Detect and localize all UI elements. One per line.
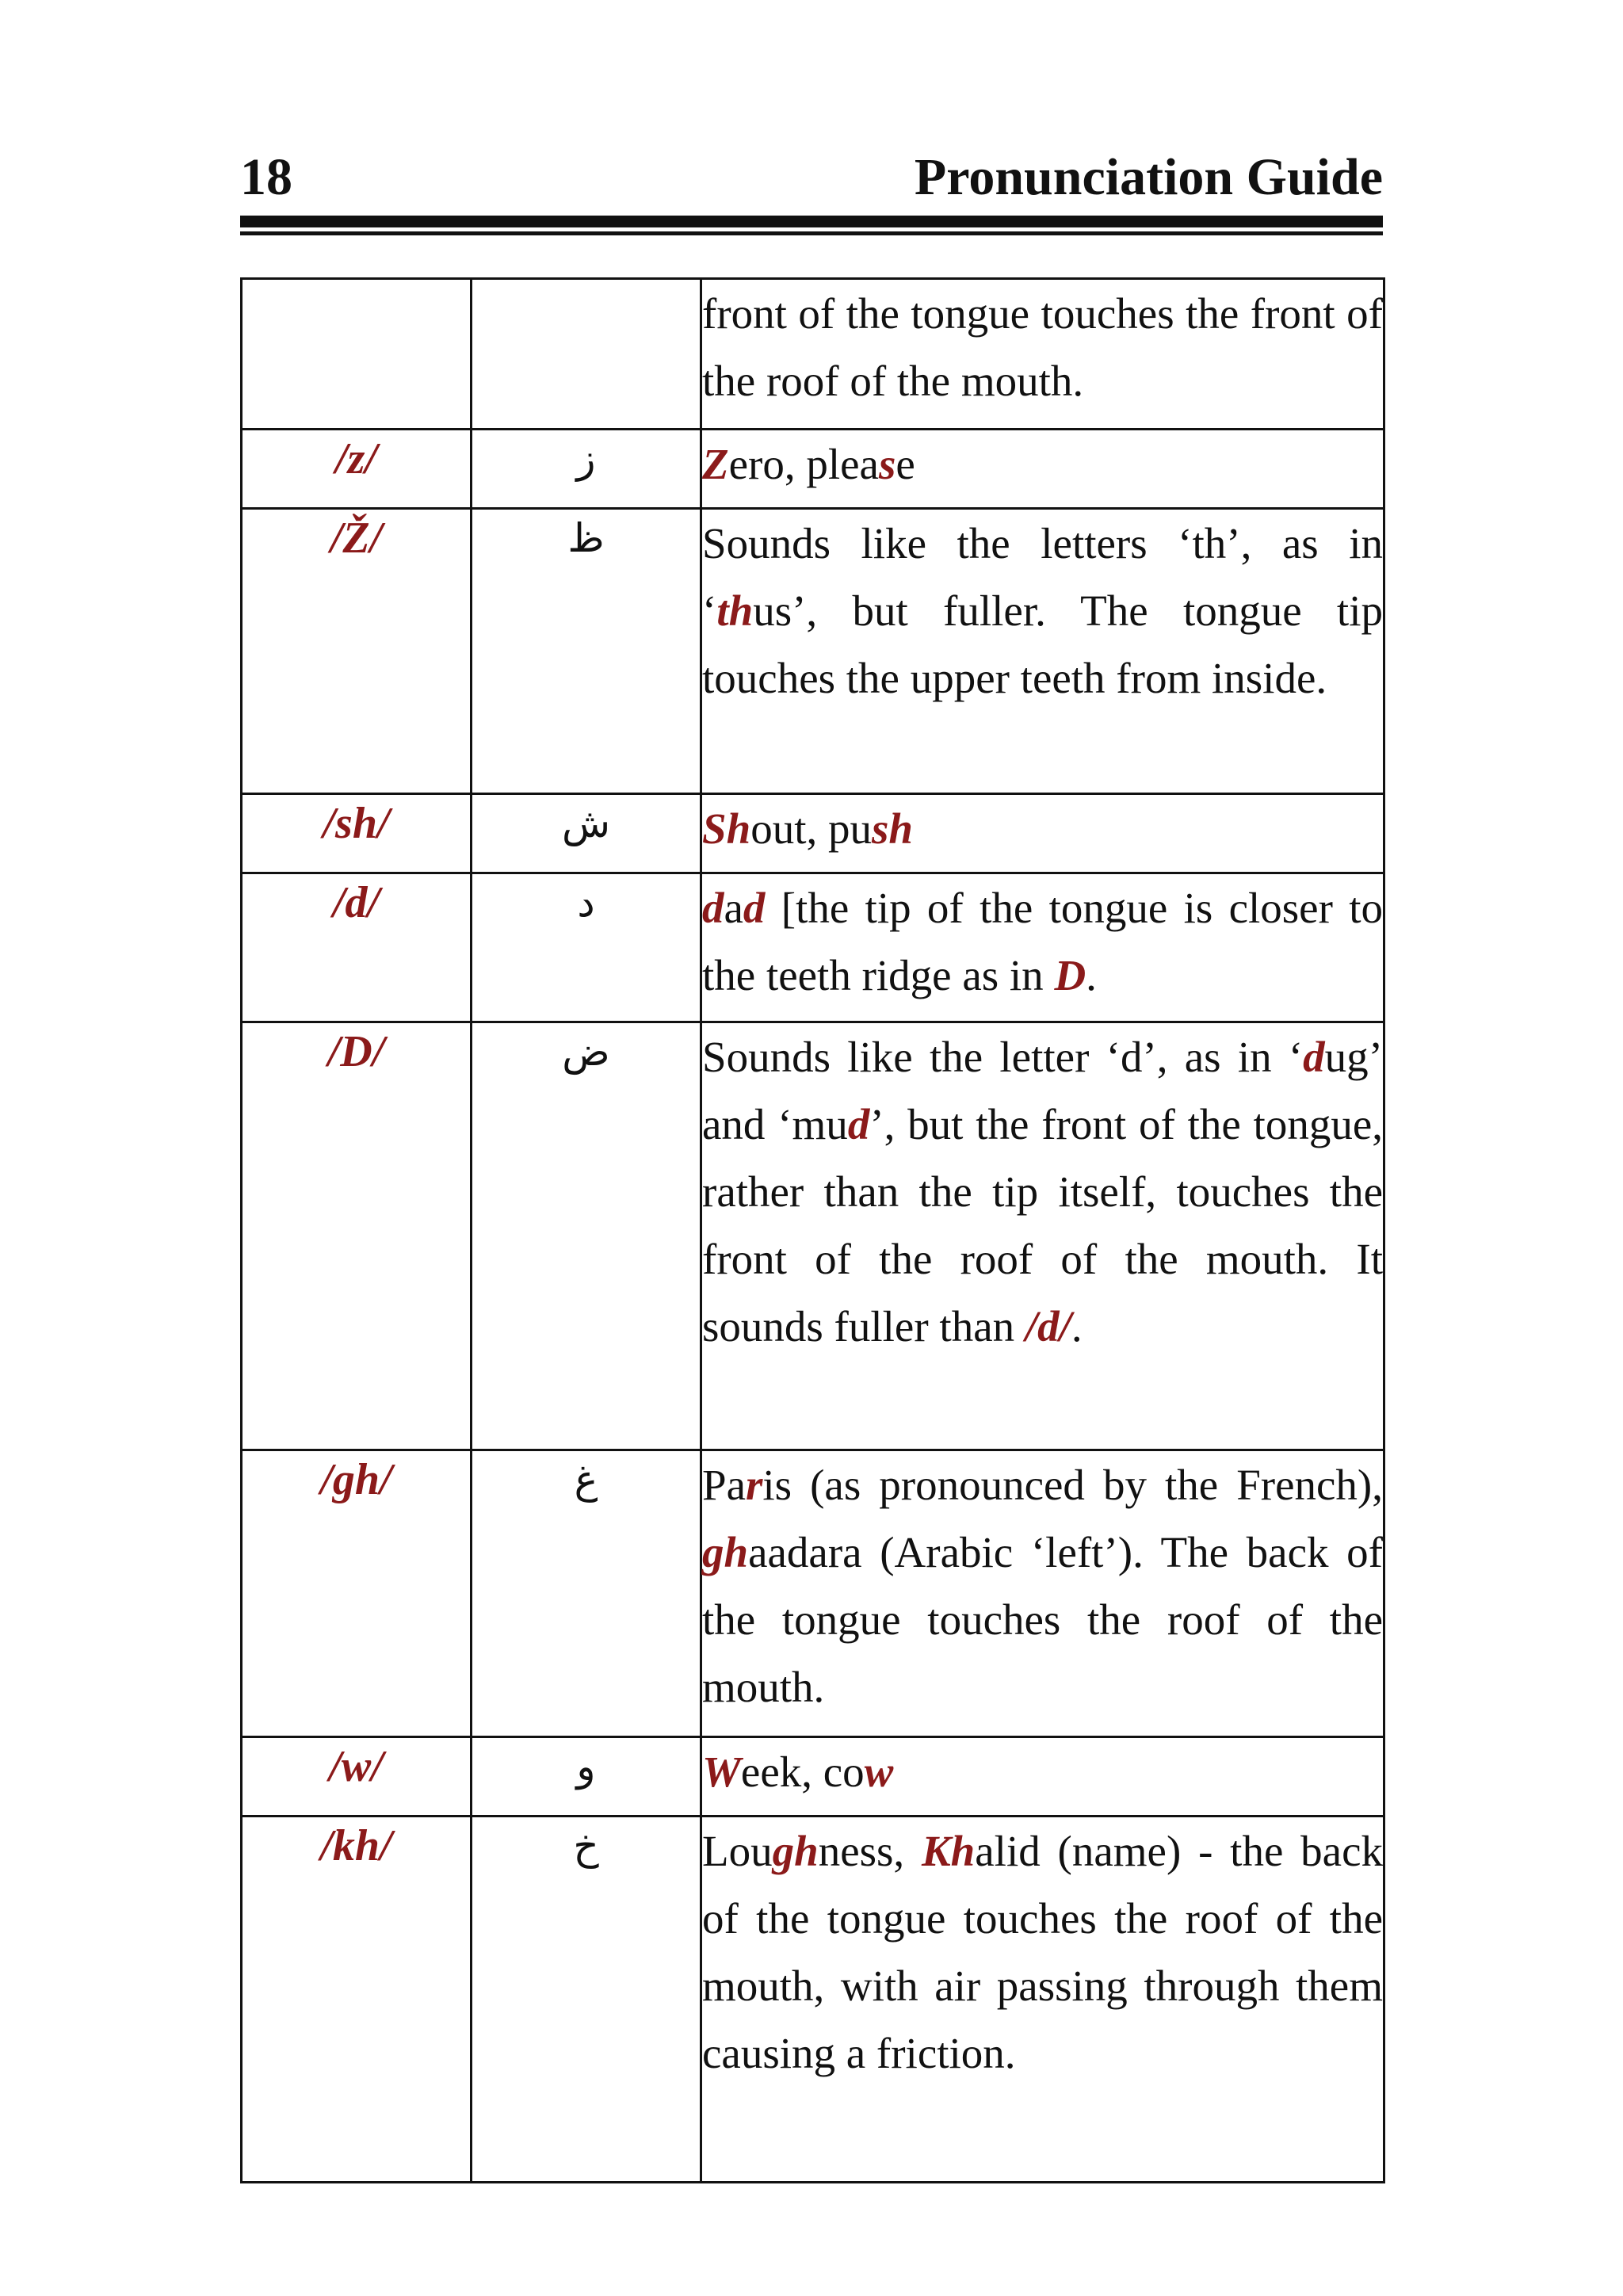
- description-text: Sounds like the letters ‘th’, as in ‘: [702, 519, 1383, 635]
- arabic-letter: د: [472, 873, 701, 1022]
- table-row: [242, 873, 1384, 1022]
- highlighted-letters: sh: [871, 804, 913, 853]
- pronunciation-description: [701, 873, 1384, 1022]
- pronunciation-description: [701, 1450, 1384, 1737]
- pronunciation-description: [701, 1022, 1384, 1450]
- description-text: out, pu: [750, 804, 872, 853]
- phonetic-symbol: /sh/: [242, 794, 472, 873]
- pronunciation-description: [701, 1737, 1384, 1817]
- highlighted-letters: gh: [702, 1528, 749, 1576]
- description-text: eek, co: [740, 1748, 865, 1796]
- description-text: us’, but fuller. The tongue tip touches the upper teeth from inside.: [702, 586, 1383, 702]
- highlighted-letters: Kh: [921, 1827, 976, 1875]
- description-text: .: [1086, 951, 1097, 999]
- table-row: [242, 509, 1384, 794]
- phonetic-symbol: /d/: [242, 873, 472, 1022]
- description-text: ness,: [818, 1827, 922, 1875]
- highlighted-letters: d: [743, 884, 766, 932]
- pronunciation-description: [701, 279, 1384, 430]
- pronunciation-description: [701, 430, 1384, 509]
- highlighted-letters: /d/: [1025, 1302, 1071, 1350]
- highlighted-letters: W: [702, 1748, 741, 1796]
- description-text: aadara (Arabic ‘left’). The back of the tongue touches the roof of the mouth.: [702, 1528, 1383, 1711]
- table-row: [242, 1737, 1384, 1817]
- description-text: front of the tongue touches the front of the roof of the mouth.: [702, 289, 1383, 405]
- table-row: [242, 1450, 1384, 1737]
- pronunciation-description: [701, 794, 1384, 873]
- description-text: Pa: [702, 1461, 746, 1509]
- arabic-letter: ظ: [472, 509, 701, 794]
- arabic-letter: خ: [472, 1817, 701, 2183]
- highlighted-letters: d: [1303, 1033, 1325, 1081]
- phonetic-symbol: /D/: [242, 1022, 472, 1450]
- highlighted-letters: Z: [702, 440, 729, 488]
- arabic-letter: و: [472, 1737, 701, 1817]
- description-text: ug’ and ‘mu: [702, 1033, 1383, 1148]
- arabic-letter: ض: [472, 1022, 701, 1450]
- description-text: is (as pronounced by the French),: [762, 1461, 1383, 1509]
- phonetic-symbol: /kh/: [242, 1817, 472, 2183]
- description-text: ero, plea: [728, 440, 879, 488]
- table-row: [242, 430, 1384, 509]
- phonetic-symbol: /w/: [242, 1737, 472, 1817]
- table-row: [242, 1817, 1384, 2183]
- highlighted-letters: w: [864, 1748, 894, 1796]
- highlighted-letters: r: [746, 1461, 763, 1509]
- highlighted-letters: d: [702, 884, 724, 932]
- highlighted-letters: gh: [772, 1827, 819, 1875]
- arabic-letter: [472, 279, 701, 430]
- phonetic-symbol: /Ž/: [242, 509, 472, 794]
- highlighted-letters: d: [847, 1100, 870, 1148]
- arabic-letter: ز: [472, 430, 701, 509]
- description-text: a: [724, 884, 743, 932]
- running-title: Pronunciation Guide: [914, 148, 1383, 206]
- highlighted-letters: s: [878, 440, 896, 488]
- header-rule-thick: [240, 216, 1383, 227]
- pronunciation-description: [701, 1817, 1384, 2183]
- highlighted-letters: Sh: [702, 804, 751, 853]
- highlighted-letters: th: [716, 586, 754, 635]
- description-text: .: [1071, 1302, 1083, 1350]
- pronunciation-table-body: [242, 279, 1384, 2183]
- phonetic-symbol: /gh/: [242, 1450, 472, 1737]
- header-rule-thin: [240, 231, 1383, 235]
- table-row: [242, 279, 1384, 430]
- arabic-letter: ش: [472, 794, 701, 873]
- description-text: [the tip of the tongue is closer to the teeth ridge as in: [702, 884, 1383, 999]
- table-row: [242, 1022, 1384, 1450]
- description-text: e: [896, 440, 915, 488]
- description-text: Lou: [702, 1827, 773, 1875]
- pronunciation-description: [701, 509, 1384, 794]
- page-number: 18: [240, 148, 292, 206]
- pronunciation-table: [240, 277, 1385, 2183]
- arabic-letter: غ: [472, 1450, 701, 1737]
- phonetic-symbol: /z/: [242, 430, 472, 509]
- highlighted-letters: D: [1054, 951, 1086, 999]
- page-header: [240, 147, 1383, 208]
- description-text: alid (name) - the back of the tongue touches the roof of the mouth, with air passing through them causing a friction.: [702, 1827, 1383, 2077]
- table-row: [242, 794, 1384, 873]
- description-text: ’, but the front of the tongue, rather than the tip itself, touches the front of the roof of the mouth. It sounds fuller than: [702, 1100, 1383, 1350]
- phonetic-symbol: [242, 279, 472, 430]
- description-text: Sounds like the letter ‘d’, as in ‘: [702, 1033, 1304, 1081]
